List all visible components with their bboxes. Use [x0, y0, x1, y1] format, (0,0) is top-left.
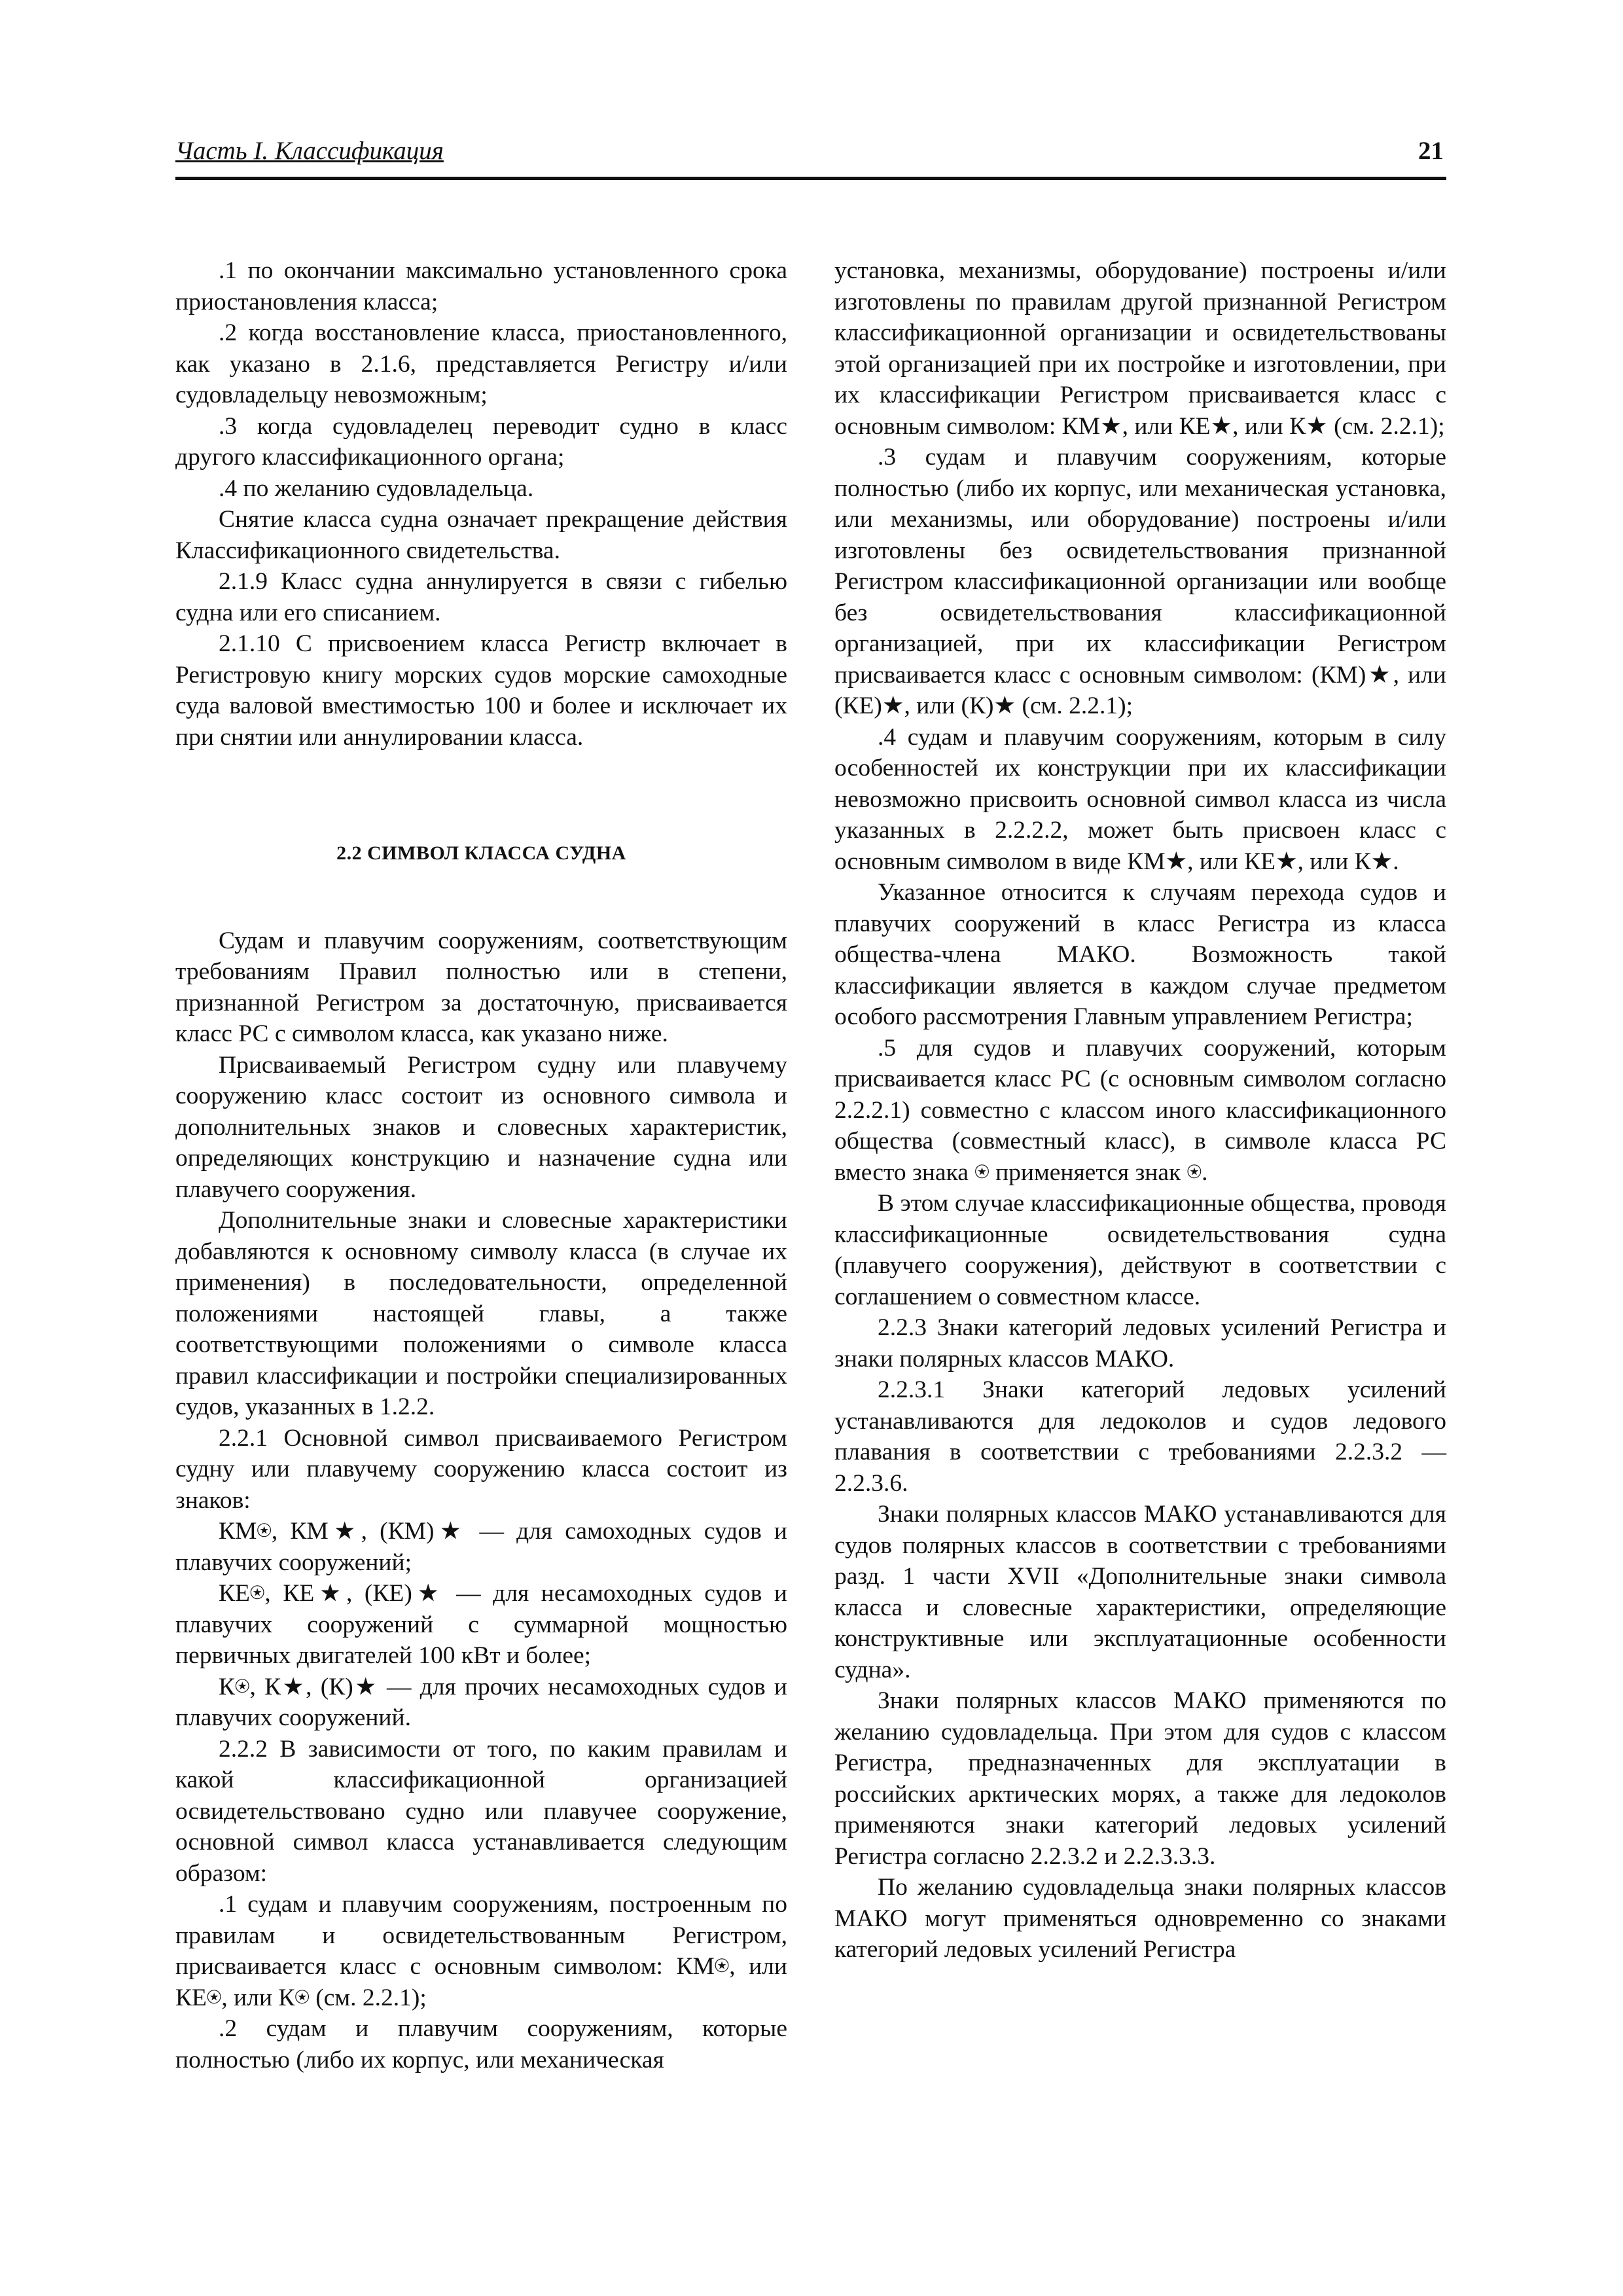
paragraph: Знаки полярных классов МАКО устанавливаются для судов полярных классов в соответствии с требованиями разд. 1 части XVII «Дополнительные знаки символа класса и словесные характеристики, определяющие конструктивные или эксплуатационные особенности судна». — [834, 1501, 1446, 1683]
paragraph: .4 по желанию судовладельца. — [219, 475, 534, 502]
class-symbol-line: К⍟, К★, (К)★ — для прочих несамоходных судов и плавучих сооружений. — [175, 1673, 787, 1731]
paragraph: Судам и плавучим сооружениям, соответствующим требованиям Правил полностью или в степени, признанной Регистром за достаточную, присваивается класс РС с символом класса, как указано ниже. — [175, 927, 787, 1047]
paragraph: .1 по окончании максимально установленного срока приостановления класса; — [175, 257, 787, 315]
section-heading: 2.2 СИМВОЛ КЛАССА СУДНА — [336, 842, 626, 864]
paragraph: 2.2.3 Знаки категорий ледовых усилений Регистра и знаки полярных классов МАКО. — [834, 1314, 1446, 1372]
paragraph: 2.1.9 Класс судна аннулируется в связи с гибелью судна или его списанием. — [175, 568, 787, 626]
paragraph: 2.2.2 В зависимости от того, по каким правилам и какой классификационной организацией освидетельствовано судно или плавучее сооружение, основной символ класса устанавливается следующим образом: — [175, 1735, 787, 1887]
class-symbol-line: КМ⍟, КМ★, (КМ)★ — для самоходных судов и плавучих сооружений; — [175, 1518, 787, 1576]
paragraph: По желанию судовладельца знаки полярных классов МАКО могут применяться одновременно со знаками категорий ледовых усилений Регистра — [834, 1874, 1446, 1963]
running-header-title: Часть I. Классификация — [175, 137, 444, 165]
running-header — [175, 136, 1446, 180]
paragraph: .3 когда судовладелец переводит судно в класс другого классификационного органа; — [175, 412, 787, 471]
paragraph: 2.2.1 Основной символ присваиваемого Регистром судну или плавучему сооружению класса состоит из знаков: — [175, 1424, 787, 1514]
right-column — [834, 255, 1446, 1965]
paragraph: Указанное относится к случаям перехода судов и плавучих сооружений в класс Регистра из класса общества-члена МАКО. Возможность такой классификации является в каждом случае предметом особого рассмотрения Главным управлением Регистра; — [834, 879, 1446, 1030]
left-column — [175, 255, 787, 2075]
paragraph: 2.1.10 С присвоением класса Регистр включает в Регистровую книгу морских судов морские самоходные суда валовой вместимостью 100 и более и исключает их при снятии или аннулировании класса. — [175, 630, 787, 751]
paragraph: Снятие класса судна означает прекращение действия Классификационного свидетельства. — [175, 506, 787, 564]
paragraph: .4 судам и плавучим сооружениям, которым в силу особенностей их конструкции при их классификации невозможно присвоить основной символ класса из числа указанных в 2.2.2.2, может быть присвоен класс с основным символом в виде КМ★, или КЕ★, или К★. — [834, 723, 1446, 875]
paragraph: .2 судам и плавучим сооружениям, которые полностью (либо их корпус, или механическая — [175, 2015, 787, 2073]
paragraph: Знаки полярных классов МАКО применяются по желанию судовладельца. При этом для судов с классом Регистра, предназначенных для эксплуатации в российских арктических морях, а также для ледоколов применяются знаки категорий ледовых усилений Регистра согласно 2.2.3.2 и 2.2.3.3.3. — [834, 1687, 1446, 1870]
paragraph: В этом случае классификационные общества, проводя классификационные освидетельствования судна (плавучего сооружения), действуют в соответствии с соглашением о совместном классе. — [834, 1190, 1446, 1310]
paragraph: .3 судам и плавучим сооружениям, которые полностью (либо их корпус, или механическая установка, или механизмы, или оборудование) построены и/или изготовлены без освидетельствования признанной Регистром классификационной организации или вообще без освидетельствования классификационной организацией, при их классификации Регистром присваивается класс с основным символом: (КМ)★, или (КЕ)★, или (К)★ (см. 2.2.1); — [834, 444, 1446, 719]
class-symbol-line: КЕ⍟, КЕ★, (КЕ)★ — для несамоходных судов и плавучих сооружений с суммарной мощностью первичных двигателей 100 кВт и более; — [175, 1580, 787, 1669]
paragraph: установка, механизмы, оборудование) построены и/или изготовлены по правилам другой признанной Регистром классификационной организации и освидетельствованы этой организацией при их постройке и изготовлении, при их классификации Регистром присваивается класс с основным символом: КМ★, или КЕ★, или К★ (см. 2.2.1); — [834, 257, 1446, 440]
paragraph: Дополнительные знаки и словесные характеристики добавляются к основному символу класса (в случае их применения) в последовательности, определенной положениями настоящей главы, а также соответствующими положениями о символе класса правил классификации и постройки специализированных судов, указанных в 1.2.2. — [175, 1207, 787, 1420]
paragraph: .1 судам и плавучим сооружениям, построенным по правилам и освидетельствованным Регистром, присваивается класс с основным символом: КМ⍟, или КЕ⍟, или К⍟ (см. 2.2.1); — [175, 1891, 787, 2011]
paragraph: .5 для судов и плавучих сооружений, которым присваивается класс РС (с основным символом согласно 2.2.2.1) совместно с классом иного классификационного общества (совместный класс), в символе класса РС вместо знака ⍟ применяется знак ⍟. — [834, 1034, 1446, 1186]
paragraph: .2 когда восстановление класса, приостановленного, как указано в 2.1.6, представляется Регистру и/или судовладельцу невозможным; — [175, 319, 787, 408]
paragraph: 2.2.3.1 Знаки категорий ледовых усилений устанавливаются для ледоколов и судов ледового плавания в соответствии с требованиями 2.2.3.2 — 2.2.3.6. — [834, 1376, 1446, 1497]
paragraph: Присваиваемый Регистром судну или плавучему сооружению класс состоит из основного символа и дополнительных знаков и словесных характеристик, определяющих конструкцию и назначение судна или плавучего сооружения. — [175, 1051, 787, 1203]
page-number: 21 — [1418, 137, 1444, 165]
